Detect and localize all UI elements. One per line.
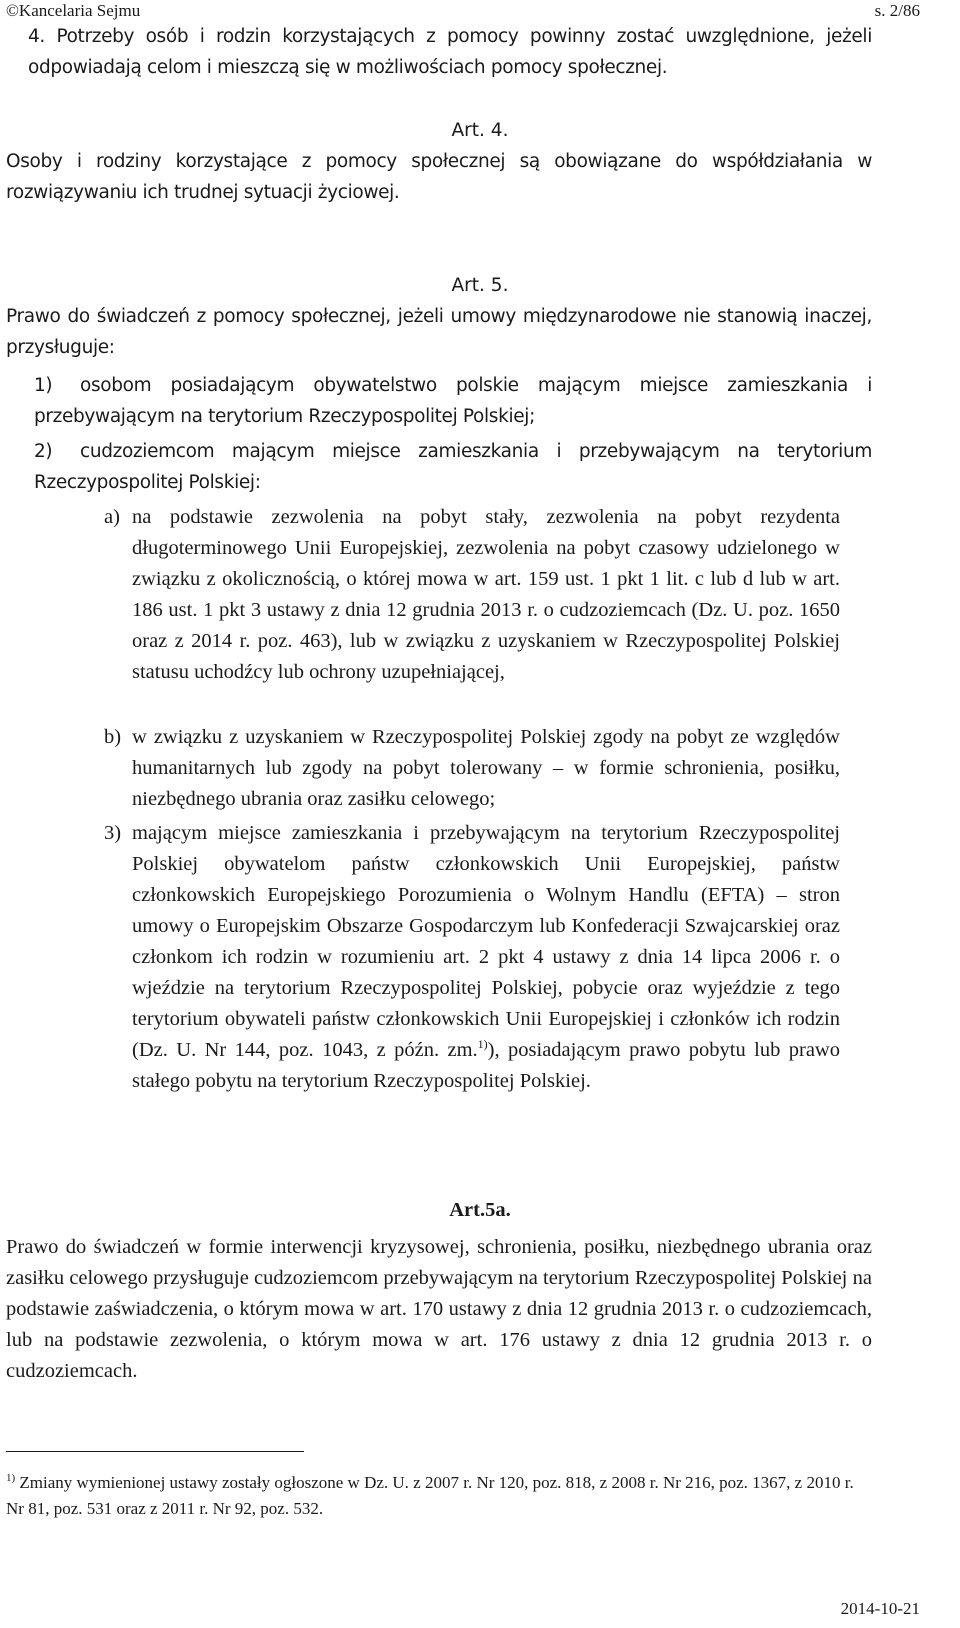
point-3-text-start: mającym miejsce zamieszkania i przebywającym na terytorium Rzeczypospolitej Polskiej obywatelom państw członkowskich Unii Europejskiej, państw członkowskich Europejskiego Porozumienia o Wolnym Handlu (EFTA) – stron umowy o Europejskim Obszarze Gospodarczym lub Konfederacji Szwajcarskiej oraz członkom ich rodzin w rozumieniu art. 2 pkt 4 ustawy z dnia 14 lipca 2006 r. o wjeździe na terytorium Rzeczypospolitej Polskiej, pobycie oraz wyjeździe z tego terytorium obywateli państw członkowskich Unii Europejskiej i członków ich rodzin (Dz. U. Nr 144, poz. 1043, z późn. zm. xyxy=(132,822,840,1061)
header-copyright: ©Kancelaria Sejmu xyxy=(6,1,141,20)
point-3-text-end: ), posiadającym prawo pobytu lub prawo stałego pobytu na terytorium Rzeczypospolitej Polskiej. xyxy=(132,1039,840,1092)
art3-paragraph-4: 4. Potrzeby osób i rodzin korzystających z pomocy powinny zostać uwzględnione, jeżeli odpowiadają celom i mieszczą się w możliwościach pomocy społecznej. xyxy=(28,26,872,78)
art4-text: Osoby i rodziny korzystające z pomocy społecznej są obowiązane do współdziałania w rozwiązywaniu ich trudnej sytuacji życiowej. xyxy=(6,151,872,203)
letter-text: w związku z uzyskaniem w Rzeczypospolitej Polskiej zgody na pobyt ze względów humanitarnych lub zgody na pobyt tolerowany – w formie schronienia, posiłku, niezbędnego ubrania oraz zasiłku celowego; xyxy=(132,726,840,810)
point-label: 2) xyxy=(34,441,53,462)
footnote-reference: 1) xyxy=(477,1037,488,1051)
art5-point-1 xyxy=(34,370,872,432)
point-label: 1) xyxy=(34,375,53,396)
art5-intro: Prawo do świadczeń z pomocy społecznej, jeżeli umowy międzynarodowe nie stanowią inaczej, przysługuje: xyxy=(6,306,872,358)
footnote-text: Zmiany wymienionej ustawy zostały ogłoszone w Dz. U. z 2007 r. Nr 120, poz. 818, z 2008 r. Nr 216, poz. 1367, z 2010 r. Nr 81, poz. 531 oraz z 2011 r. Nr 92, poz. 532. xyxy=(6,1473,854,1518)
letter-label: a) xyxy=(104,506,120,528)
art5a-heading: Art.5a. xyxy=(449,1199,511,1221)
point-label: 3) xyxy=(104,822,122,844)
point-text: cudzoziemcom mającym miejsce zamieszkania i przebywającym na terytorium Rzeczypospolitej Polskiej: xyxy=(34,441,872,493)
point-text xyxy=(104,818,840,1097)
document-date: 2014-10-21 xyxy=(840,1599,920,1618)
art5-heading: Art. 5. xyxy=(451,275,509,296)
art4-heading: Art. 4. xyxy=(451,120,509,141)
point-text: osobom posiadającym obywatelstwo polskie mającym miejsce zamieszkania i przebywającym na terytorium Rzeczypospolitej Polskiej; xyxy=(34,375,872,427)
footnote xyxy=(6,1470,872,1522)
footnote-mark: 1) xyxy=(6,1472,16,1484)
letter-label: b) xyxy=(104,726,122,748)
letter-text: na podstawie zezwolenia na pobyt stały, zezwolenia na pobyt rezydenta długoterminowego Unii Europejskiej, zezwolenia na pobyt czasowy udzielonego w związku z okolicznością, o której mowa w art. 159 ust. 1 pkt 1 lit. c lub d lub w art. 186 ust. 1 pkt 3 ustawy z dnia 12 grudnia 2013 r. o cudzoziemcach (Dz. U. poz. 1650 oraz z 2014 r. poz. 463), lub w związku z uzyskaniem w Rzeczypospolitej Polskiej statusu uchodźcy lub ochrony uzupełniającej, xyxy=(132,506,840,683)
art5-point-2b xyxy=(104,722,840,815)
art5-point-3 xyxy=(104,818,840,1097)
art5-point-2 xyxy=(34,436,872,498)
header-page-number: s. 2/86 xyxy=(874,1,920,20)
art5-point-2a xyxy=(104,502,840,688)
art5a-text: Prawo do świadczeń w formie interwencji kryzysowej, schronienia, posiłku, niezbędnego ubrania oraz zasiłku celowego przysługuje cudzoziemcom przebywającym na terytorium Rzeczypospolitej Polskiej na podstawie zaświadczenia, o którym mowa w art. 170 ustawy z dnia 12 grudnia 2013 r. o cudzoziemcach, lub na podstawie zezwolenia, o którym mowa w art. 176 ustawy z dnia 12 grudnia 2013 r. o cudzoziemcach. xyxy=(6,1236,872,1382)
footnote-separator xyxy=(6,1451,304,1452)
